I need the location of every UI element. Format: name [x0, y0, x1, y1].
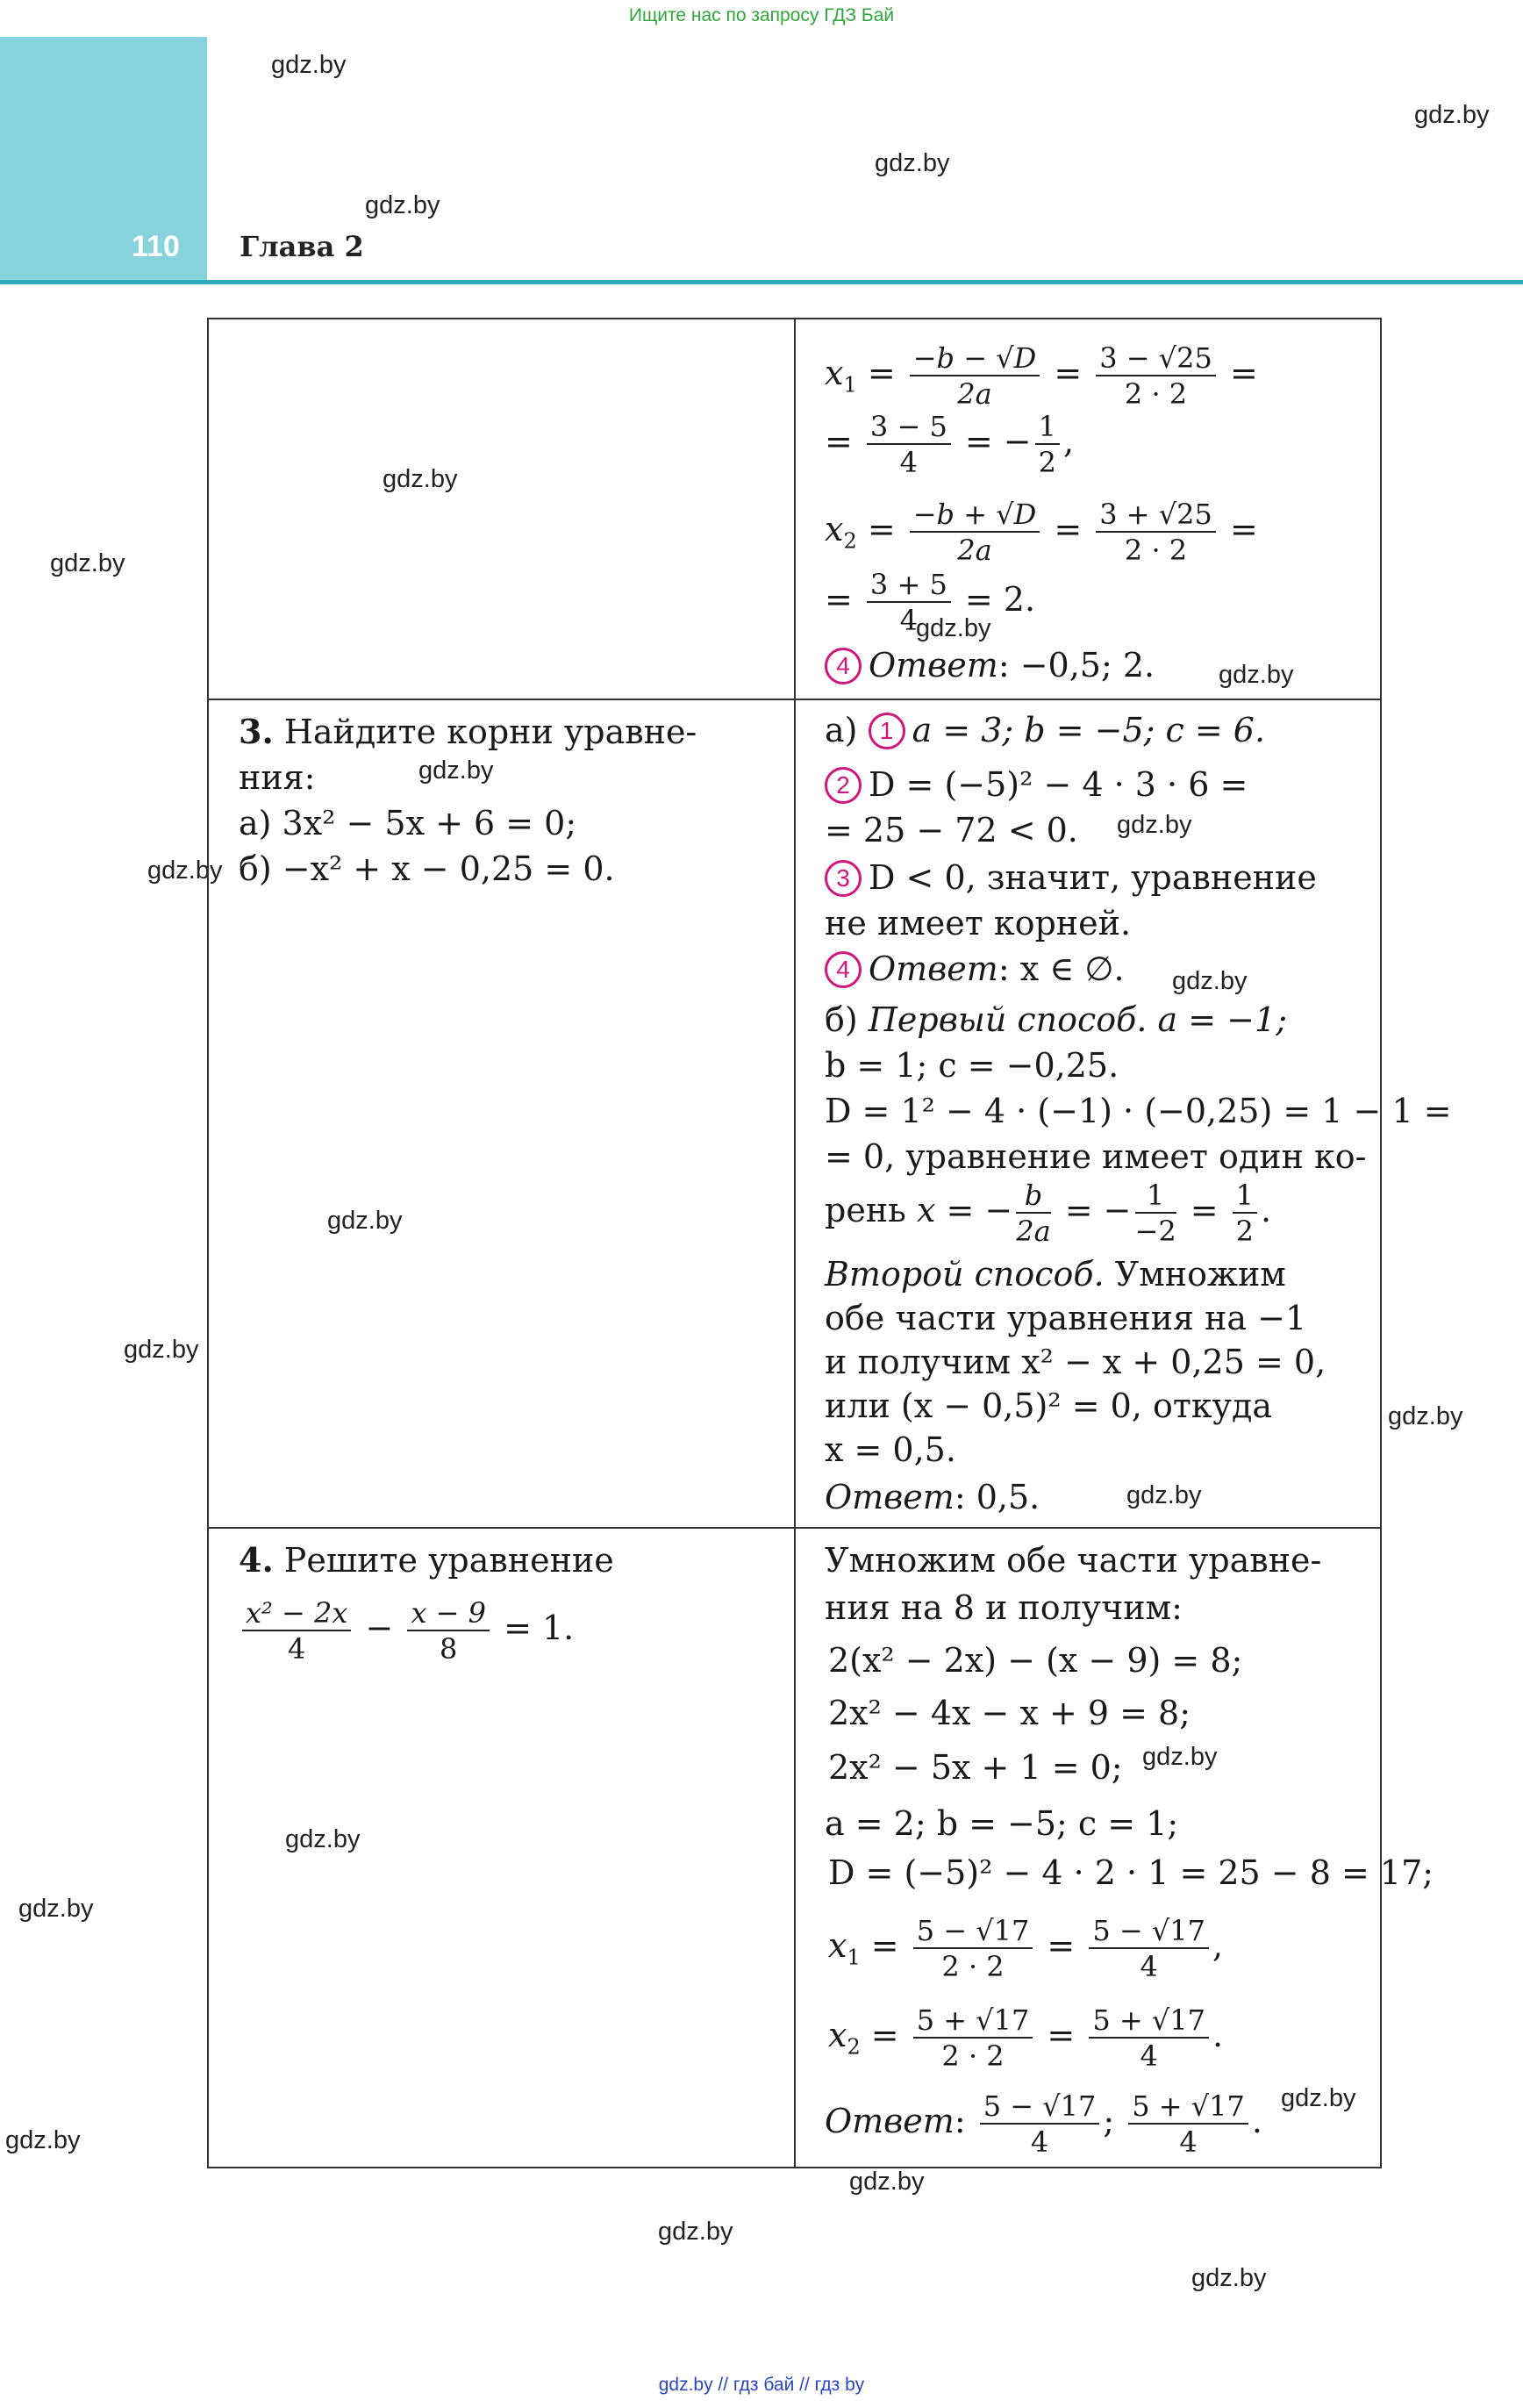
watermark: gdz.by — [1388, 1402, 1463, 1430]
step-1-icon: 1 — [869, 713, 905, 749]
task-4-equation: $\frac{\text{x² − 2x}}{4}$ − $\frac{x - 9}{8}$ = 1. — [239, 1599, 574, 1663]
3a-line4: 3 D < 0, значит, уравнение — [825, 855, 1317, 900]
watermark: gdz.by — [1191, 2264, 1267, 2292]
3a-line3: = 25 − 72 < 0. — [825, 811, 1078, 849]
watermark: gdz.by — [365, 191, 440, 219]
3b-line4: = 0, уравнение имеет один ко- — [825, 1137, 1367, 1176]
step-4-icon: 4 — [825, 648, 862, 684]
4-answer: Ответ: $\frac{5 - √17}{4}$ ; $\frac{5 + √17}{4}$ . — [825, 2089, 1262, 2159]
task-3-title-cont: ния: — [239, 758, 316, 797]
task-3-title: 3. Найдите корни уравне- — [239, 712, 697, 751]
4-line5: 2x² − 5x + 1 = 0; — [828, 1748, 1123, 1787]
table-row-divider — [207, 699, 1382, 700]
row1-answer: 4 Ответ: −0,5; 2. — [825, 642, 1155, 688]
table-row-divider — [207, 1527, 1382, 1529]
watermark: gdz.by — [5, 2126, 81, 2154]
x2-formula: $x_2$ = $\frac{-b + √D}{2a}$ = $\frac{3 + √25}{2 \cdot 2}$ = — [825, 498, 1258, 567]
x1-result: = $\frac{3 - 5}{4}$ = − $\frac{1}{2}$ , — [825, 410, 1075, 479]
bottom-banner[interactable]: gdz.by // гдз бай // гдз by — [658, 2375, 865, 2395]
chapter-title: Глава 2 — [240, 230, 364, 263]
watermark: gdz.by — [1281, 2084, 1356, 2112]
step-3-icon: 3 — [825, 860, 862, 897]
3a-answer: 4 Ответ: x ∈ ∅. — [825, 946, 1125, 992]
watermark: gdz.by — [1142, 1743, 1218, 1771]
4-x2: $x_2$ = $\frac{5 + √17}{2 \cdot 2}$ = $\frac{5 + √17}{4}$ . — [828, 2003, 1224, 2073]
watermark: gdz.by — [916, 614, 991, 642]
watermark: gdz.by — [18, 1895, 94, 1923]
step-2-icon: 2 — [825, 767, 862, 804]
3b-line8: и получим x² − x + 0,25 = 0, — [825, 1343, 1326, 1381]
3a-line5: не имеет корней. — [825, 904, 1132, 942]
3b-line5: рень x = − $\frac{b}{2a}$ = − $\frac{1}{-2}$ = $\frac{1}{2}$ . — [825, 1179, 1272, 1248]
table-column-divider — [794, 318, 796, 2168]
3b-line10: x = 0,5. — [825, 1430, 956, 1469]
page-number: 110 — [132, 230, 180, 263]
x2-result: = $\frac{3 + 5}{4}$ = 2. — [825, 568, 1036, 637]
task-3a: а) 3x² − 5x + 6 = 0; — [239, 804, 577, 842]
watermark: gdz.by — [849, 2168, 925, 2196]
4-line6: a = 2; b = −5; c = 1; — [825, 1804, 1179, 1843]
3b-line7: обе части уравнения на −1 — [825, 1299, 1307, 1337]
header-rule — [0, 280, 1523, 284]
task-3b: б) −x² + x − 0,25 = 0. — [239, 849, 615, 888]
watermark: gdz.by — [383, 465, 458, 493]
3b-answer: Ответ: 0,5. — [825, 1478, 1040, 1516]
watermark: gdz.by — [658, 2218, 733, 2246]
4-line1: Умножим обе части уравне- — [825, 1541, 1322, 1580]
x1-formula: $x_1$ = $\frac{-b - √D}{2a}$ = $\frac{3 - √25}{2 \cdot 2}$ = — [825, 341, 1258, 411]
watermark: gdz.by — [875, 149, 950, 177]
3b-line3: D = 1² − 4 · (−1) · (−0,25) = 1 − 1 = — [825, 1092, 1452, 1130]
watermark: gdz.by — [1414, 101, 1490, 129]
4-line3: 2(x² − 2x) − (x − 9) = 8; — [828, 1641, 1243, 1680]
top-banner[interactable]: Ищите нас по запросу ГДЗ Бай — [628, 5, 895, 25]
3b-line9: или (x − 0,5)² = 0, откуда — [825, 1387, 1273, 1425]
watermark: gdz.by — [1126, 1481, 1202, 1509]
4-line2: ния на 8 и получим: — [825, 1588, 1183, 1627]
4-line7: D = (−5)² − 4 · 2 · 1 = 25 − 8 = 17; — [828, 1853, 1434, 1892]
watermark: gdz.by — [1172, 967, 1248, 995]
watermark: gdz.by — [271, 51, 347, 79]
task-4-title: 4. Решите уравнение — [239, 1540, 614, 1580]
3b-method2: Второй способ. Умножим — [825, 1255, 1286, 1294]
3a-line1: а) 1 a = 3; b = −5; c = 6. — [825, 711, 1266, 749]
4-line4: 2x² − 4x − x + 9 = 8; — [828, 1694, 1191, 1732]
watermark: gdz.by — [124, 1336, 199, 1364]
3a-line2: 2 D = (−5)² − 4 · 3 · 6 = — [825, 762, 1248, 807]
watermark: gdz.by — [147, 856, 223, 885]
step-4-icon: 4 — [825, 951, 862, 988]
4-x1: $x_1$ = $\frac{5 - √17}{2 \cdot 2}$ = $\frac{5 - √17}{4}$ , — [828, 1914, 1224, 1983]
watermark: gdz.by — [50, 549, 125, 577]
watermark: gdz.by — [285, 1825, 361, 1853]
3b-line2: b = 1; c = −0,25. — [825, 1046, 1119, 1085]
watermark: gdz.by — [1219, 661, 1294, 689]
watermark: gdz.by — [327, 1207, 403, 1235]
3b-line1: б) Первый способ. a = −1; — [825, 1000, 1288, 1039]
watermark: gdz.by — [418, 756, 494, 785]
watermark: gdz.by — [1117, 811, 1192, 839]
